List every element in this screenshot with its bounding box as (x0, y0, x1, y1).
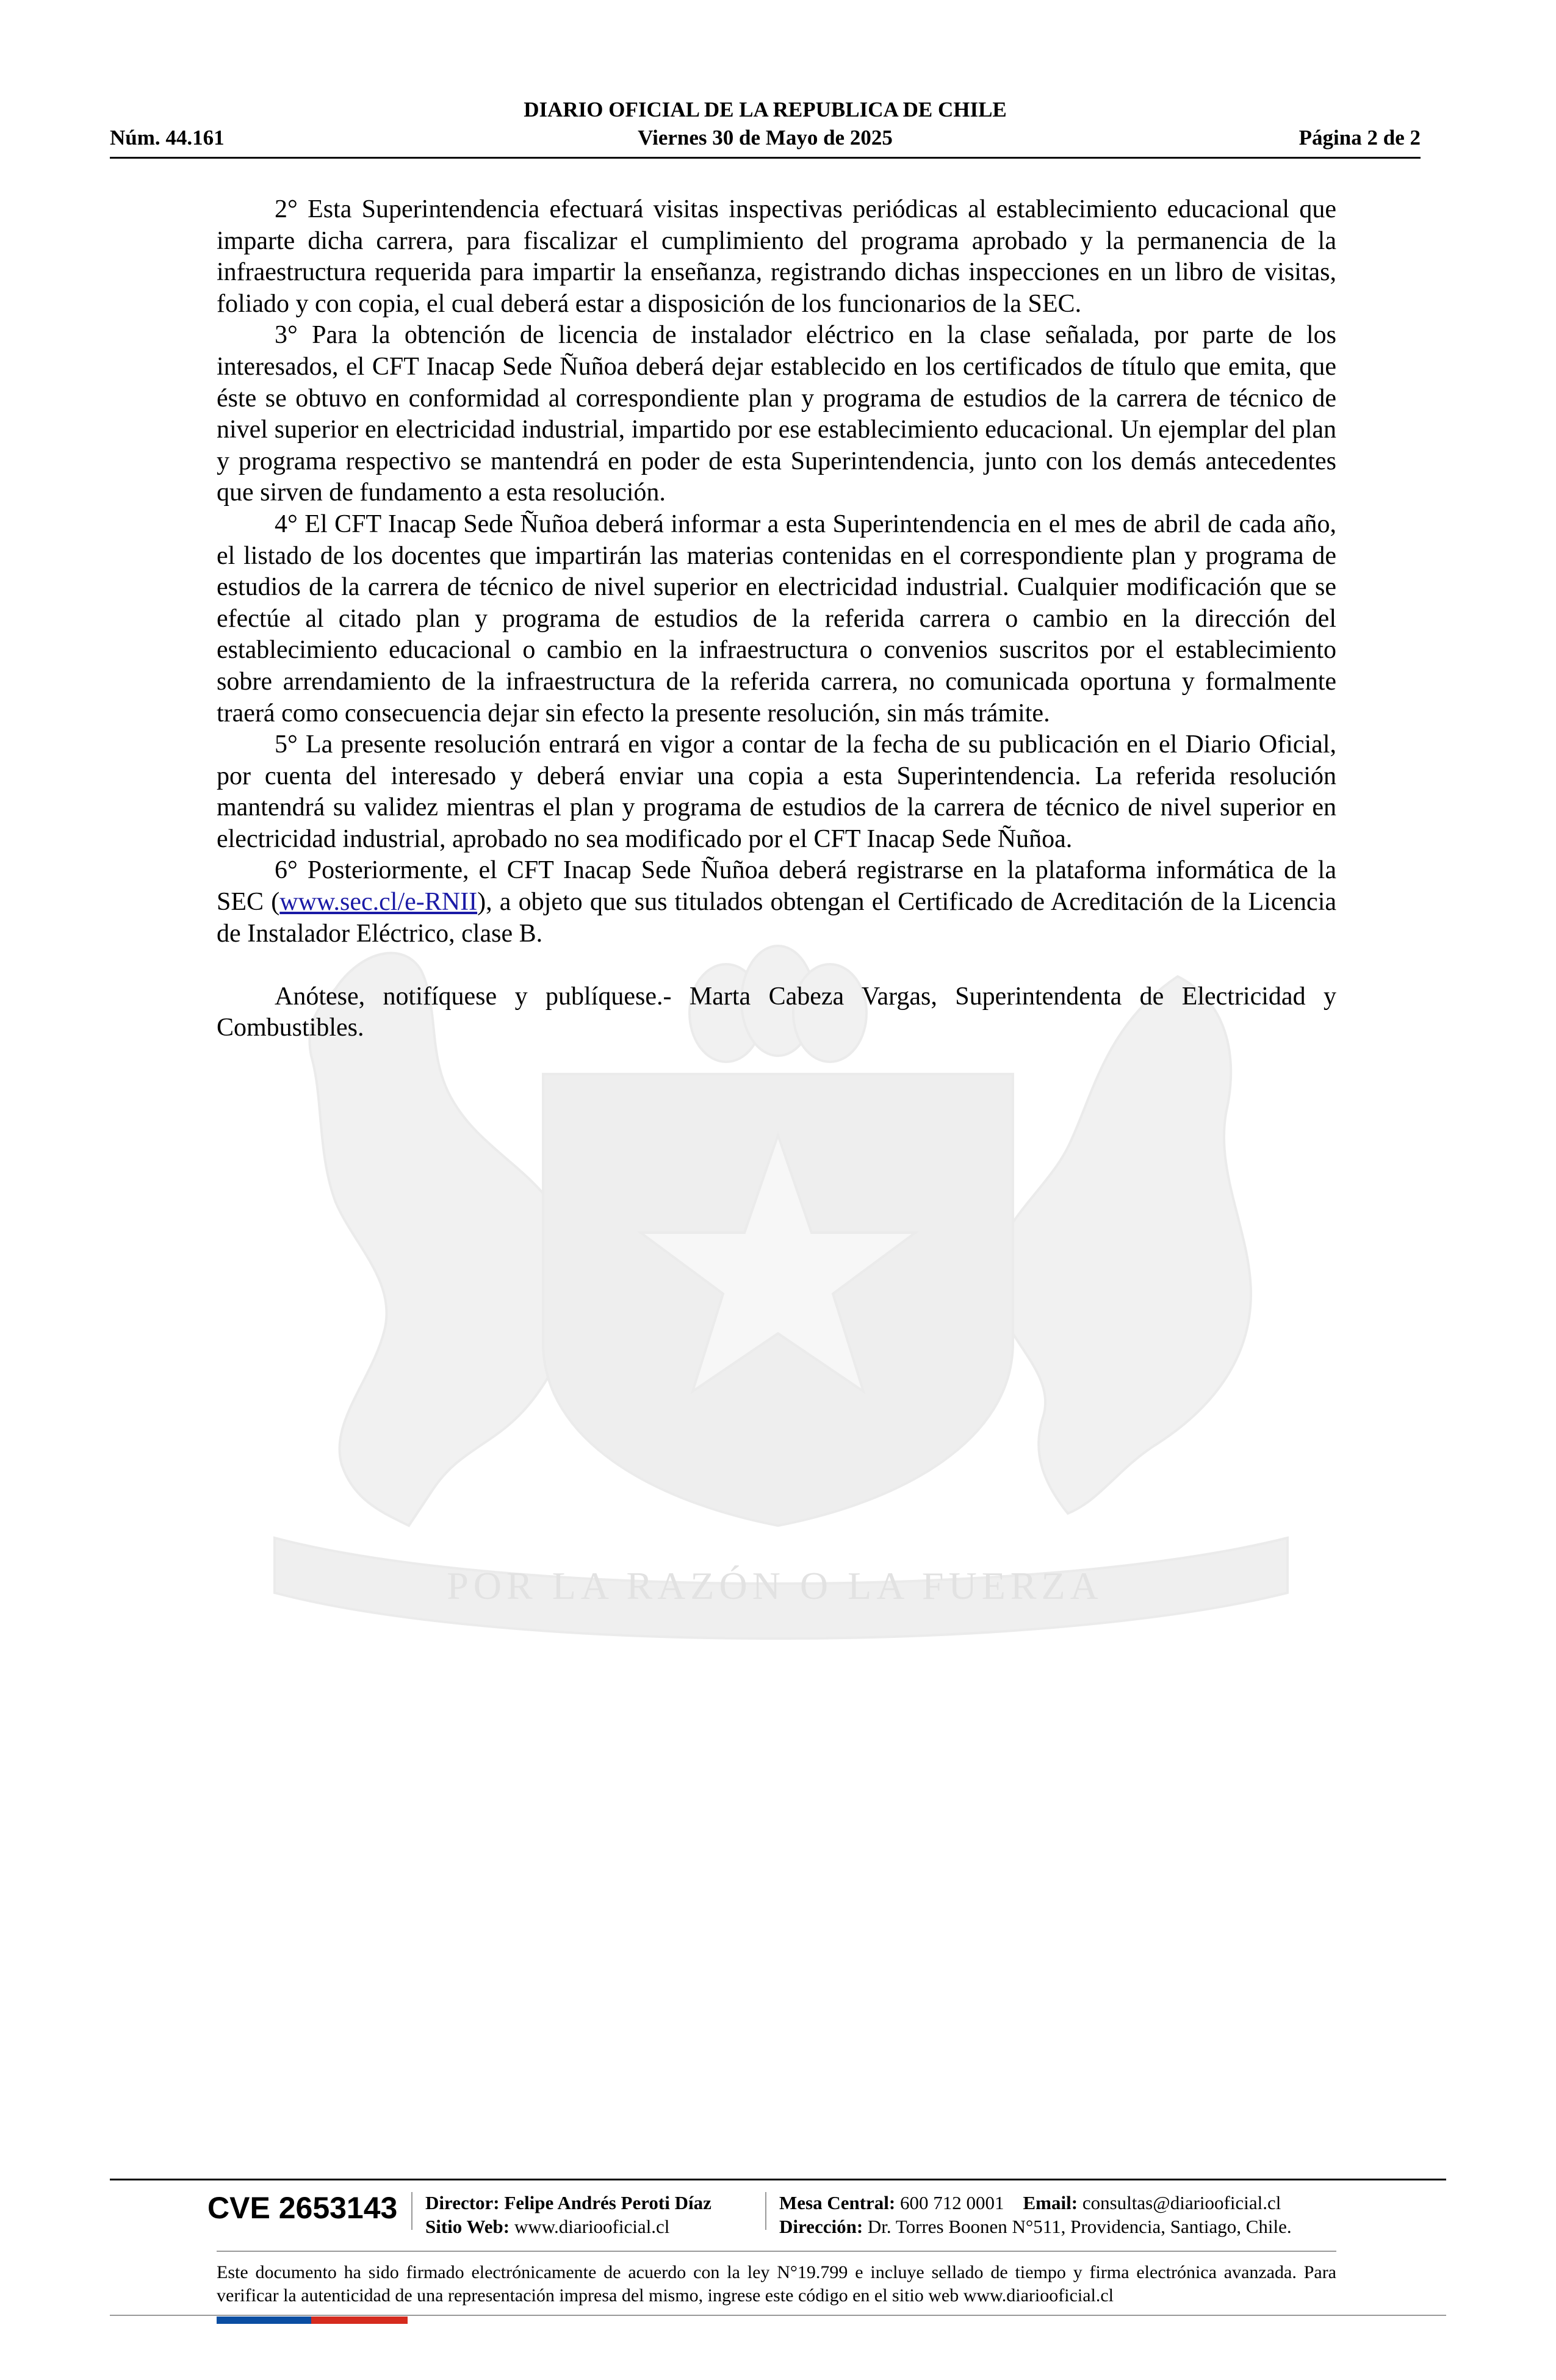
footer-director-row (425, 2191, 711, 2215)
electronic-signature-note: Este documento ha sido firmado electrónicamente de acuerdo con la ley N°19.799 e incluye sellado de tiempo y firma electrónica avanzada. Para verificar la autenticidad de una representación impresa del mismo, ingrese este código en el sitio web www.diariooficial.cl (217, 2262, 1336, 2306)
flag-stripe-red (311, 2317, 408, 2324)
sec-rnii-link[interactable]: www.sec.cl/e-RNII (279, 888, 478, 917)
paragraph-6-start: 6° Posteriormente, el CFT Inacap Sede Ñuñoa deberá registrarse en la plataforma informática de la SEC ( (217, 856, 1336, 917)
address-value: Dr. Torres Boonen N°511, Providencia, Santiago, Chile. (867, 2216, 1292, 2237)
issue-number: Núm. 44.161 (110, 126, 225, 150)
footer-contact-block (779, 2191, 1292, 2238)
header-center (110, 96, 1421, 152)
mesa-phone: 600 712 0001 (900, 2192, 1004, 2213)
page-number: Página 2 de 2 (1298, 126, 1421, 150)
paragraph-2: 2° Esta Superintendencia efectuará visitas inspectivas periódicas al establecimiento educacional que imparte dicha carrera, para fiscalizar el cumplimiento del programa aprobado y la permanencia de la infraestructura requerida para impartir la enseñanza, registrando dichas inspecciones en un libro de visitas, foliado y con copia, el cual deberá estar a disposición de los funcionarios de la SEC. (217, 195, 1336, 318)
director-label: Director: (425, 2192, 500, 2213)
director-name: Felipe Andrés Peroti Díaz (504, 2192, 711, 2213)
footer-director-block (425, 2191, 711, 2238)
paragraph-6-end: ), a objeto que sus titulados obtengan el Certificado de Acreditación de la Licencia de Instalador Eléctrico, clase B. (217, 888, 1337, 948)
paragraph-5: 5° La presente resolución entrará en vigor a contar de la fecha de su publicación en el Diario Oficial, por cuenta del interesado y deberá enviar una copia a esta Superintendencia. La referida resolución mantendrá su validez mientras el plan y programa de estudios de la carrera de técnico de nivel superior en electricidad industrial, aprobado no sea modificado por el CFT Inacap Sede Ñuñoa. (217, 730, 1336, 853)
footer-web-row (425, 2215, 711, 2238)
publication-title: DIARIO OFICIAL DE LA REPUBLICA DE CHILE (524, 98, 1007, 121)
footer-top-rule (110, 2179, 1446, 2180)
paragraph-3: 3° Para la obtención de licencia de instalador eléctrico en la clase señalada, por parte de los interesados, el CFT Inacap Sede Ñuñoa deberá dejar establecido en los certificados de título que emita, que éste se obtuvo en conformidad al correspondiente plan y programa de estudios de la carrera de técnico de nivel superior en electricidad industrial, impartido por ese establecimiento educacional. Un ejemplar del plan y programa respectivo se mantendrá en poder de esta Superintendencia, junto con los demás antecedentes que sirven de fundamento a esta resolución. (217, 321, 1336, 507)
web-url[interactable]: www.diariooficial.cl (514, 2216, 670, 2237)
email-address[interactable]: consultas@diariooficial.cl (1082, 2192, 1281, 2213)
publication-date: Viernes 30 de Mayo de 2025 (638, 126, 893, 150)
mesa-label: Mesa Central: (779, 2192, 896, 2213)
paragraph-6 (217, 855, 1336, 950)
condor-silhouette (993, 976, 1251, 1513)
cve-code: CVE 2653143 (207, 2191, 398, 2225)
email-label: Email: (1023, 2192, 1078, 2213)
page-header (110, 95, 1421, 159)
footer-separator-1 (411, 2192, 412, 2230)
footer-contact-row (779, 2191, 1292, 2215)
web-label: Sitio Web: (425, 2216, 510, 2237)
footer-bottom-rule (110, 2315, 1446, 2316)
footer-separator-2 (765, 2192, 766, 2230)
paragraph-4: 4° El CFT Inacap Sede Ñuñoa deberá informar a esta Superintendencia en el mes de abril de cada año, el listado de los docentes que impartirán las materias contenidas en el correspondiente plan y programa de estudios de la carrera de técnico de nivel superior en electricidad industrial. Cualquier modificación que se efectúe al citado plan y programa de estudios de la referida carrera o cambio en la dirección del establecimiento educacional o cambio en la infraestructura o convenios suscritos por el establecimiento sobre arrendamiento de la infraestructura de la referida carrera, no comunicada oportuna y formalmente traerá como consecuencia dejar sin efecto la presente resolución, sin más trámite. (217, 510, 1336, 727)
footer-inner-rule (217, 2251, 1336, 2252)
motto-text: POR LA RAZÓN O LA FUERZA (447, 1564, 1103, 1607)
flag-stripe-blue (217, 2317, 311, 2324)
footer-address-row (779, 2215, 1292, 2238)
resolution-body (217, 194, 1336, 1044)
closing-signature: Anótese, notifíquese y publíquese.- Marta Cabeza Vargas, Superintendenta de Electricidad y Combustibles. (217, 982, 1336, 1042)
address-label: Dirección: (779, 2216, 863, 2237)
